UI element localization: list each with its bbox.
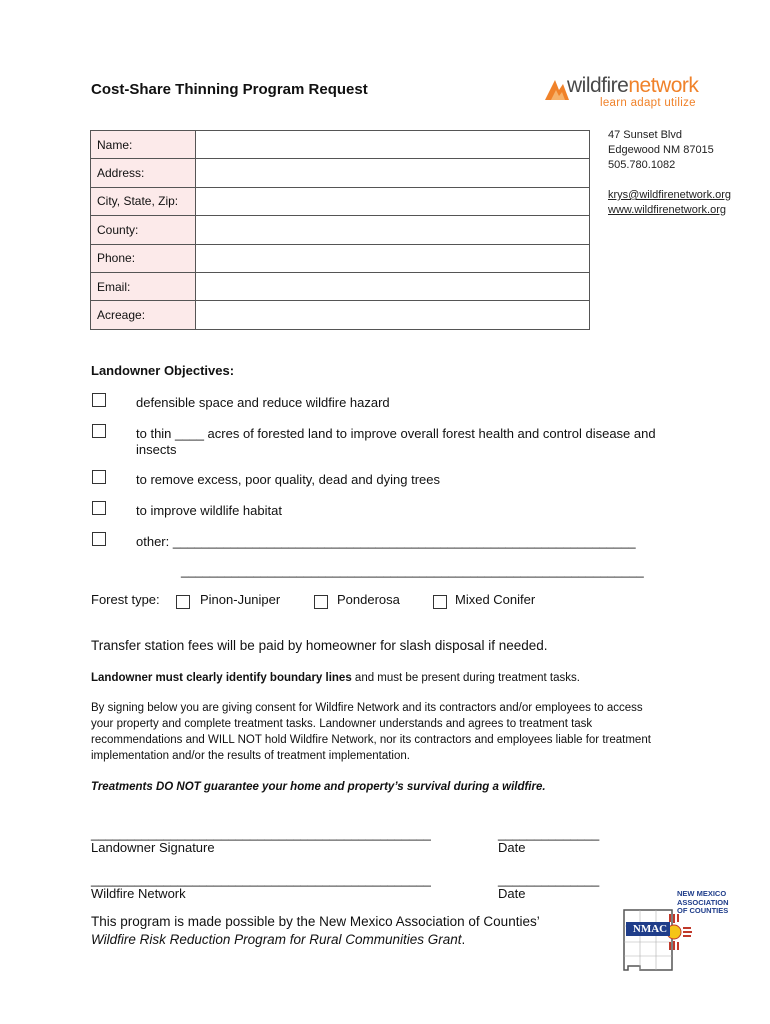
forest-option-mixed-conifer: Mixed Conifer [455,592,536,607]
table-row [91,216,590,244]
consent-paragraph: By signing below you are giving consent for Wildfire Network and its contractors and/or employees to access your property and complete treatment tasks. Landowner understands and agrees to treatment task recommendations and WILL NOT hold Wildfire Network, nor its contractors and employees liable for treatment implementation and/or the results of treatment implementation. [91,702,651,762]
table-row [91,272,590,300]
applicant-info-table [90,130,590,330]
forest-type-label: Forest type: [91,592,160,607]
email-field[interactable] [196,272,590,300]
boundary-note: Landowner must clearly identify boundary lines and must be present during treatment tasks. [91,672,580,684]
acreage-label: Acreage: [91,301,196,329]
county-field[interactable] [196,216,590,244]
city-state-zip-label: City, State, Zip: [91,187,196,215]
nmac-abbreviation: NMAC [632,923,668,935]
objective-item-2: to thin ____ acres of forested land to improve overall forest health and control disease and insects [136,426,656,457]
objective-checkbox-4[interactable] [92,501,106,515]
other-line-2: ________________________________________________________________ [181,563,644,578]
table-row [91,159,590,187]
nmac-name: NEW MEXICO ASSOCIATION OF COUNTIES [677,889,729,915]
objectives-heading: Landowner Objectives: [91,363,235,378]
nmac-logo [618,886,738,976]
network-signature-label: Wildfire Network [91,886,186,901]
website-link[interactable]: www.wildfirenetwork.org [608,204,726,216]
contact-info [608,128,731,218]
objective-checkbox-other[interactable] [92,532,106,546]
objective-checkbox-1[interactable] [92,393,106,407]
page-title: Cost-Share Thinning Program Request [91,81,368,98]
transfer-station-note: Transfer station fees will be paid by homeowner for slash disposal if needed. [91,638,548,653]
table-row [91,301,590,329]
network-date-line[interactable]: ______________ [498,872,600,887]
network-date-label: Date [498,886,526,901]
forest-checkbox-pinon-juniper[interactable] [176,595,190,609]
objective-item-1: defensible space and reduce wildfire hazard [136,395,390,410]
address-line-1: 47 Sunset Blvd [608,129,682,141]
objective-checkbox-2[interactable] [92,424,106,438]
table-row [91,187,590,215]
city-state-zip-field[interactable] [196,187,590,215]
phone-field[interactable] [196,244,590,272]
landowner-signature-label: Landowner Signature [91,840,215,855]
logo-wordmark: wildfirenetwork [567,74,699,97]
forest-checkbox-ponderosa[interactable] [314,595,328,609]
phone-label: Phone: [91,244,196,272]
objective-item-other: other: ________________________________________________________________ [136,534,636,549]
treatment-warning: Treatments DO NOT guarantee your home and property’s survival during a wildfire. [91,781,546,793]
landowner-signature-line[interactable]: _______________________________________________ [91,826,431,841]
network-signature-line[interactable]: _______________________________________________ [91,872,431,887]
phone-number: 505.780.1082 [608,159,676,171]
forest-option-ponderosa: Ponderosa [337,592,400,607]
address-field[interactable] [196,159,590,187]
county-label: County: [91,216,196,244]
table-row [91,131,590,159]
address-line-2: Edgewood NM 87015 [608,144,714,156]
landowner-date-label: Date [498,840,526,855]
name-field[interactable] [196,131,590,159]
email-link[interactable]: krys@wildfirenetwork.org [608,189,732,201]
forest-option-pinon-juniper: Pinon-Juniper [200,592,281,607]
acreage-field[interactable] [196,301,590,329]
landowner-date-line[interactable]: ______________ [498,826,600,841]
objective-item-3: to remove excess, poor quality, dead and dying trees [136,472,440,487]
wildfire-network-logo [543,74,733,118]
grant-footer: This program is made possible by the New Mexico Association of Counties’ Wildfire Risk Reduction Program for Rural Communities Grant. [91,914,540,947]
objective-item-4: to improve wildlife habitat [136,503,282,518]
logo-tagline: learn adapt utilize [600,97,696,109]
name-label: Name: [91,131,196,159]
objective-checkbox-3[interactable] [92,470,106,484]
address-label: Address: [91,159,196,187]
email-label: Email: [91,272,196,300]
table-row [91,244,590,272]
forest-checkbox-mixed-conifer[interactable] [433,595,447,609]
